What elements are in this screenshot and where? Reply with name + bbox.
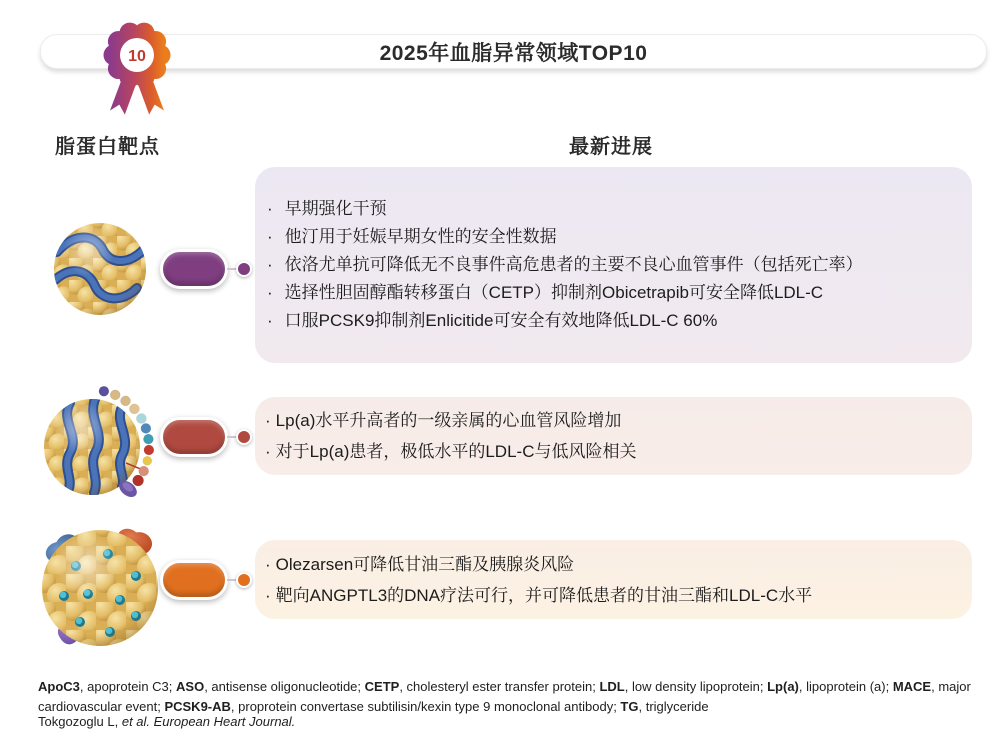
bullet-text: 靶向ANGPTL3的DNA疗法可行，并可降低患者的甘油三酯和LDL-C水平 [275, 585, 813, 605]
bullet-marker: · [265, 442, 271, 461]
text-segment: , triglyceride [638, 699, 709, 714]
text-segment: , antisense oligonucleotide; [204, 679, 365, 694]
text-segment: ASO [176, 679, 205, 694]
text-segment: ApoC3 [38, 679, 80, 694]
ldl-particle-illustration [45, 214, 155, 324]
bullet-item [261, 405, 958, 436]
abbreviations-text [38, 677, 980, 717]
bullet-item [261, 251, 958, 279]
connector-dot [236, 429, 252, 445]
text-segment: , major cardiovascular event; [38, 679, 971, 714]
text-segment: , lipoprotein (a); [798, 679, 893, 694]
title-bar [40, 34, 987, 69]
ldl-progress-box [255, 167, 972, 363]
bullet-item [261, 549, 958, 580]
ldl-pill-marker [160, 249, 228, 289]
bullet-text: 依洛尤单抗可降低无不良事件高危患者的主要不良心血管事件（包括死亡率） [284, 255, 863, 274]
text-segment: , cholesteryl ester transfer protein; [399, 679, 600, 694]
page-title: 2025年血脂异常领域TOP10 [379, 41, 648, 65]
text-segment: , low density lipoprotein; [624, 679, 768, 694]
bullet-item [261, 223, 958, 251]
text-segment: Tokgozoglu L, [38, 714, 122, 729]
text-segment: TG [620, 699, 639, 714]
citation-text [38, 714, 295, 729]
ldl-bullet-list [255, 195, 972, 335]
top10-award-badge-icon [94, 17, 180, 119]
bullet-marker: · [265, 411, 271, 430]
connector-dot [236, 261, 252, 277]
bullet-item [261, 436, 958, 467]
bullet-marker: · [267, 199, 273, 218]
bullet-item [261, 580, 958, 611]
bullet-marker: · [267, 311, 273, 330]
lpa-bullet-list [255, 405, 972, 467]
text-segment: , apoprotein C3; [79, 679, 177, 694]
bullet-item [261, 195, 958, 223]
text-segment: et al. European Heart Journal. [121, 714, 296, 729]
triglyceride-progress-box [255, 540, 972, 619]
badge-number: 10 [128, 48, 146, 65]
triglyceride-bullet-list [255, 549, 972, 611]
bullet-text: Olezarsen可降低甘油三酯及胰腺炎风险 [275, 554, 575, 574]
bullet-text: 早期强化干预 [284, 199, 387, 218]
column-header-lipoprotein-targets: 脂蛋白靶点 [55, 136, 160, 158]
bullet-item [261, 279, 958, 307]
bullet-marker: · [267, 283, 273, 302]
lpa-pill-marker [160, 417, 228, 457]
text-segment: , proprotein convertase subtilisin/kexin type 9 monoclonal antibody; [230, 699, 621, 714]
text-segment: LDL [599, 679, 625, 694]
bullet-marker: · [265, 585, 271, 605]
triglyceride-particle-illustration [36, 518, 168, 654]
text-segment: Lp(a) [767, 679, 799, 694]
bullet-text: 口服PCSK9抑制剂Enlicitide可安全有效地降低LDL-C 60% [284, 311, 718, 330]
bullet-marker: · [267, 255, 273, 274]
column-header-latest-progress: 最新进展 [569, 136, 653, 158]
bullet-marker: · [267, 227, 273, 246]
bullet-text: 选择性胆固醇酯转移蛋白（CETP）抑制剂Obicetrapib可安全降低LDL-C [284, 283, 824, 302]
connector-dot [236, 572, 252, 588]
lpa-progress-box [255, 397, 972, 475]
bullet-text: Lp(a)水平升高者的一级亲属的心血管风险增加 [275, 411, 622, 430]
triglyceride-pill-marker [160, 560, 228, 600]
text-segment: PCSK9-AB [164, 699, 231, 714]
bullet-text: 对于Lp(a)患者，极低水平的LDL-C与低风险相关 [275, 442, 637, 461]
bullet-marker: · [265, 554, 271, 574]
bullet-item [261, 307, 958, 335]
text-segment: CETP [364, 679, 400, 694]
lpa-particle-illustration [40, 383, 155, 505]
text-segment: MACE [892, 679, 932, 694]
bullet-text: 他汀用于妊娠早期女性的安全性数据 [284, 227, 557, 246]
